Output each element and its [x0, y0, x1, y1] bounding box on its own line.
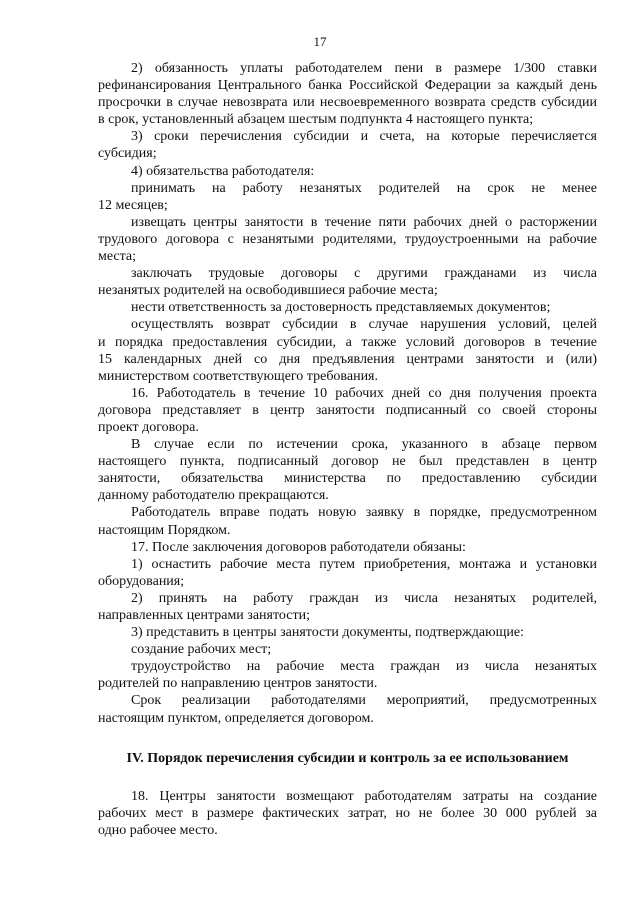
paragraph — [98, 436, 597, 504]
text-line: 18. Центры занятости возмещают работодателям затраты на создание — [131, 789, 597, 804]
text-line: рабочих мест в размере фактических затрат, но не более 30 000 рублей за — [98, 806, 597, 822]
paragraph — [98, 504, 597, 538]
final-paragraph-block — [98, 788, 597, 839]
paragraph — [98, 316, 597, 384]
paragraph — [98, 265, 597, 299]
paragraph — [98, 624, 597, 641]
text-line: В случае если по истечении срока, указанного в абзаце первом — [131, 437, 597, 453]
text-line: занятости, обязательства министерства по предоставлению субсидии — [98, 471, 597, 487]
paragraph — [98, 590, 597, 624]
text-line: 2) принять на работу граждан из числа незанятых родителей, — [131, 590, 597, 606]
text-line: 1) оснастить рабочие места путем приобретения, монтажа и установки — [131, 556, 597, 572]
text-line: настоящим пунктом, определяется договором. — [98, 710, 374, 726]
section-heading: IV. Порядок перечисления субсидии и контроль за ее использованием — [126, 751, 569, 766]
paragraph — [98, 788, 597, 839]
text-line: Срок реализации работодателями мероприятий, предусмотренных — [131, 693, 597, 709]
page-number: 17 — [313, 34, 327, 49]
text-line: проект договора. — [98, 419, 199, 435]
text-line: оборудования; — [98, 573, 185, 589]
text-line: субсидия; — [98, 146, 157, 162]
paragraph — [98, 214, 597, 265]
text-line: настоящим Порядком. — [98, 522, 231, 538]
text-line: незанятых родителей на освободившиеся рабочие места; — [98, 283, 438, 299]
text-line: извещать центры занятости в течение пяти рабочих дней о расторжении — [131, 214, 597, 230]
text-line: министерством соответствующего требования. — [98, 368, 378, 384]
paragraph — [98, 60, 597, 128]
text-line: 3) сроки перечисления субсидии и счета, на которые перечисляется — [131, 129, 597, 145]
paragraph — [98, 180, 597, 214]
text-line: направленных центрами занятости; — [98, 608, 310, 623]
paragraph — [98, 692, 597, 726]
text-line: 12 месяцев; — [98, 197, 168, 213]
text-line: рефинансирования Центрального банка Российской Федерации за каждый день — [98, 78, 597, 94]
text-line: 4) обязательства работодателя: — [131, 163, 315, 179]
text-line: 15 календарных дней со дня предъявления центрами занятости и (или) — [98, 351, 597, 367]
text-line: настоящего пункта, подписанный договор не был представлен в центр — [98, 454, 597, 470]
text-line: 3) представить в центры занятости документы, подтверждающие: — [131, 625, 524, 641]
paragraph — [98, 556, 597, 590]
paragraph — [98, 539, 597, 556]
paragraph — [98, 385, 597, 436]
text-line: просрочки в случае невозврата или несвоевременного возврата средств субсидии — [98, 95, 597, 111]
text-line: 2) обязанность уплаты работодателем пени в размере 1/300 ставки — [131, 61, 597, 76]
text-line: договора представляет в центр занятости подписанный со своей стороны — [98, 402, 597, 418]
text-line: родителей по направлению центров занятости. — [98, 676, 378, 692]
text-line: и порядка предоставления субсидии, а также условий договоров в течение — [98, 334, 597, 350]
text-line: принимать на работу незанятых родителей на срок не менее — [131, 180, 597, 196]
paragraph — [98, 641, 597, 658]
text-line: создание рабочих мест; — [131, 642, 272, 658]
document-body — [98, 60, 597, 727]
text-line: трудового договора с незанятыми родителями, трудоустроенными на рабочие — [98, 231, 597, 247]
text-line: места; — [98, 249, 137, 265]
paragraph — [98, 128, 597, 162]
paragraph — [98, 163, 597, 180]
text-line: одно рабочее место. — [98, 823, 218, 839]
text-line: заключать трудовые договоры с другими гражданами из числа — [131, 266, 597, 282]
paragraph — [98, 299, 597, 316]
paragraph — [98, 658, 597, 692]
text-line: осуществлять возврат субсидии в случае нарушения условий, целей — [131, 317, 597, 333]
text-line: в срок, установленный абзацем шестым подпункта 4 настоящего пункта; — [98, 112, 534, 128]
text-line: данному работодателю прекращаются. — [98, 488, 329, 504]
text-line: 17. После заключения договоров работодатели обязаны: — [131, 539, 466, 555]
text-line: нести ответственность за достоверность представляемых документов; — [131, 300, 551, 316]
text-line: Работодатель вправе подать новую заявку в порядке, предусмотренном — [131, 505, 597, 521]
text-line: трудоустройство на рабочие места граждан из числа незанятых — [131, 659, 597, 675]
text-line: 16. Работодатель в течение 10 рабочих дней со дня получения проекта — [131, 385, 597, 401]
